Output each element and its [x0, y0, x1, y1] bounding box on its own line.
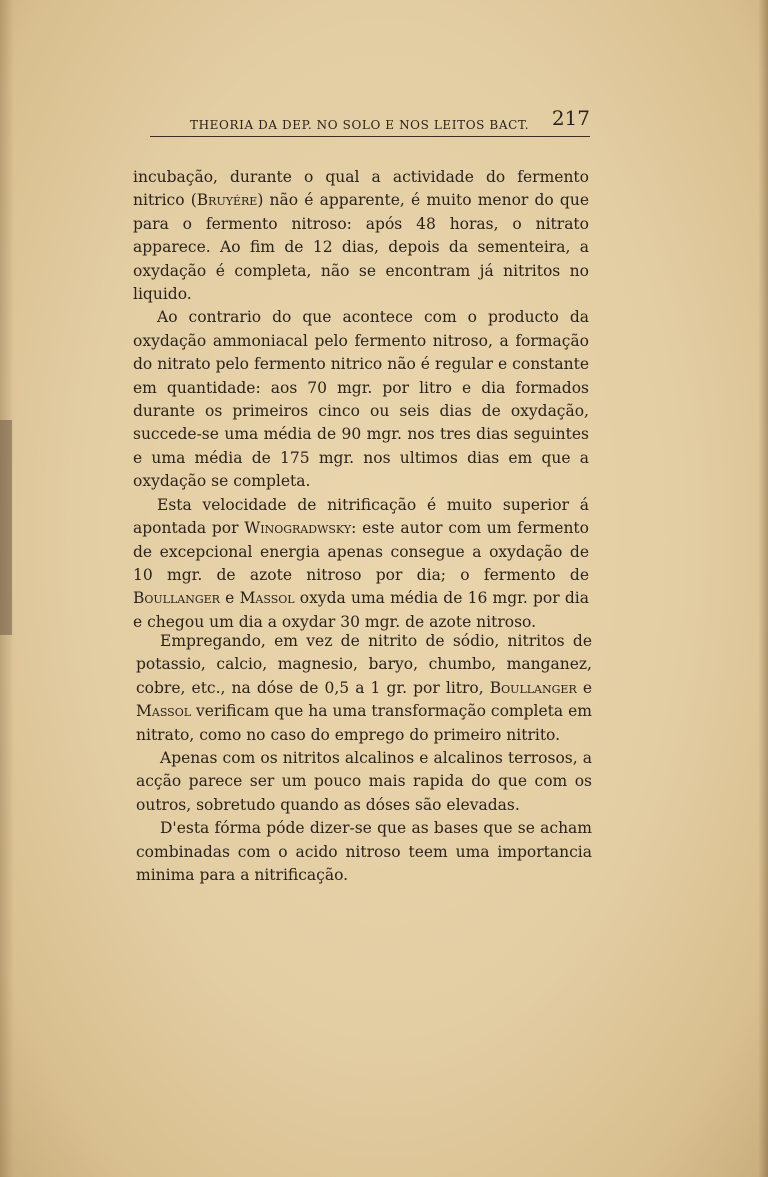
author-name-winogradwsky: Winogradwsky [244, 519, 352, 538]
text-run: e [219, 589, 240, 608]
text-run: incubação, durante o qual a actividade do fermento nitrico ( [133, 168, 589, 210]
page-header [150, 104, 590, 137]
text-run: : este autor com um fermento de excepcional energia apenas consegue a oxydação de 10 mgr. de azote nitroso por dia; o fermento de [133, 519, 589, 584]
author-name-massol: Massol [136, 702, 192, 721]
paragraph-3 [133, 494, 589, 634]
author-name-bruyere: Bruyére [196, 191, 258, 210]
author-name-massol: Massol [239, 589, 295, 608]
paragraph-1 [133, 166, 589, 306]
text-run: verificam que ha uma transformação completa em nitrato, como no caso do emprego do primeiro nitrito. [136, 702, 592, 744]
paragraph-2: Ao contrario do que acontece com o producto da oxydação ammoniacal pelo fermento nitroso, a formação do nitrato pelo fermento nitrico não é regular e constante em quantidade: aos 70 mgr. por litro e dia formados durante os primeiros cinco ou seis dias de oxydação, succede-se uma média de 90 mgr. nos tres dias seguintes e uma média de 175 mgr. nos ultimos dias em que a oxydação se completa. [133, 308, 589, 491]
paragraph-6: D'esta fórma póde dizer-se que as bases que se acham combinadas com o acido nitroso teem uma importancia minima para a nitrificação. [136, 819, 592, 885]
text-run: oxyda uma média de 16 mgr. por dia e chegou um dia a oxydar 30 mgr. de azote nitroso. [133, 589, 589, 631]
text-run: ) não é apparente, é muito menor do que para o fermento nitroso: após 48 horas, o nitrato apparece. Ao fim de 12 dias, depois da sementeira, a oxydação é completa, não se encontram já nitritos no liquido. [133, 191, 589, 304]
page-number: 217 [551, 106, 590, 130]
page-right-edge-shadow [758, 0, 768, 1177]
text-block-upper [133, 166, 589, 634]
paragraph-5: Apenas com os nitritos alcalinos e alcalinos terrosos, a acção parece ser um pouco mais rapida do que com os outros, sobretudo quando as dóses são elevadas. [136, 749, 592, 814]
text-block-lower [136, 630, 592, 887]
author-name-boullanger: Boullanger [489, 678, 577, 697]
author-name-boullanger: Boullanger [133, 589, 220, 608]
text-run: e [576, 678, 592, 697]
binding-mark [0, 420, 12, 635]
text-run: Empregando, em vez de nitrito de sódio, nitritos de potassio, calcio, magnesio, baryo, chumbo, manganez, cobre, etc., na dóse de 0,5 a 1 gr. por litro, [136, 632, 592, 697]
text-run: Esta velocidade de nitrificação é muito superior á apontada por [133, 495, 589, 538]
running-title: THEORIA DA DEP. NO SOLO E NOS LEITOS BACT. [190, 118, 530, 132]
paragraph-4 [136, 630, 592, 747]
